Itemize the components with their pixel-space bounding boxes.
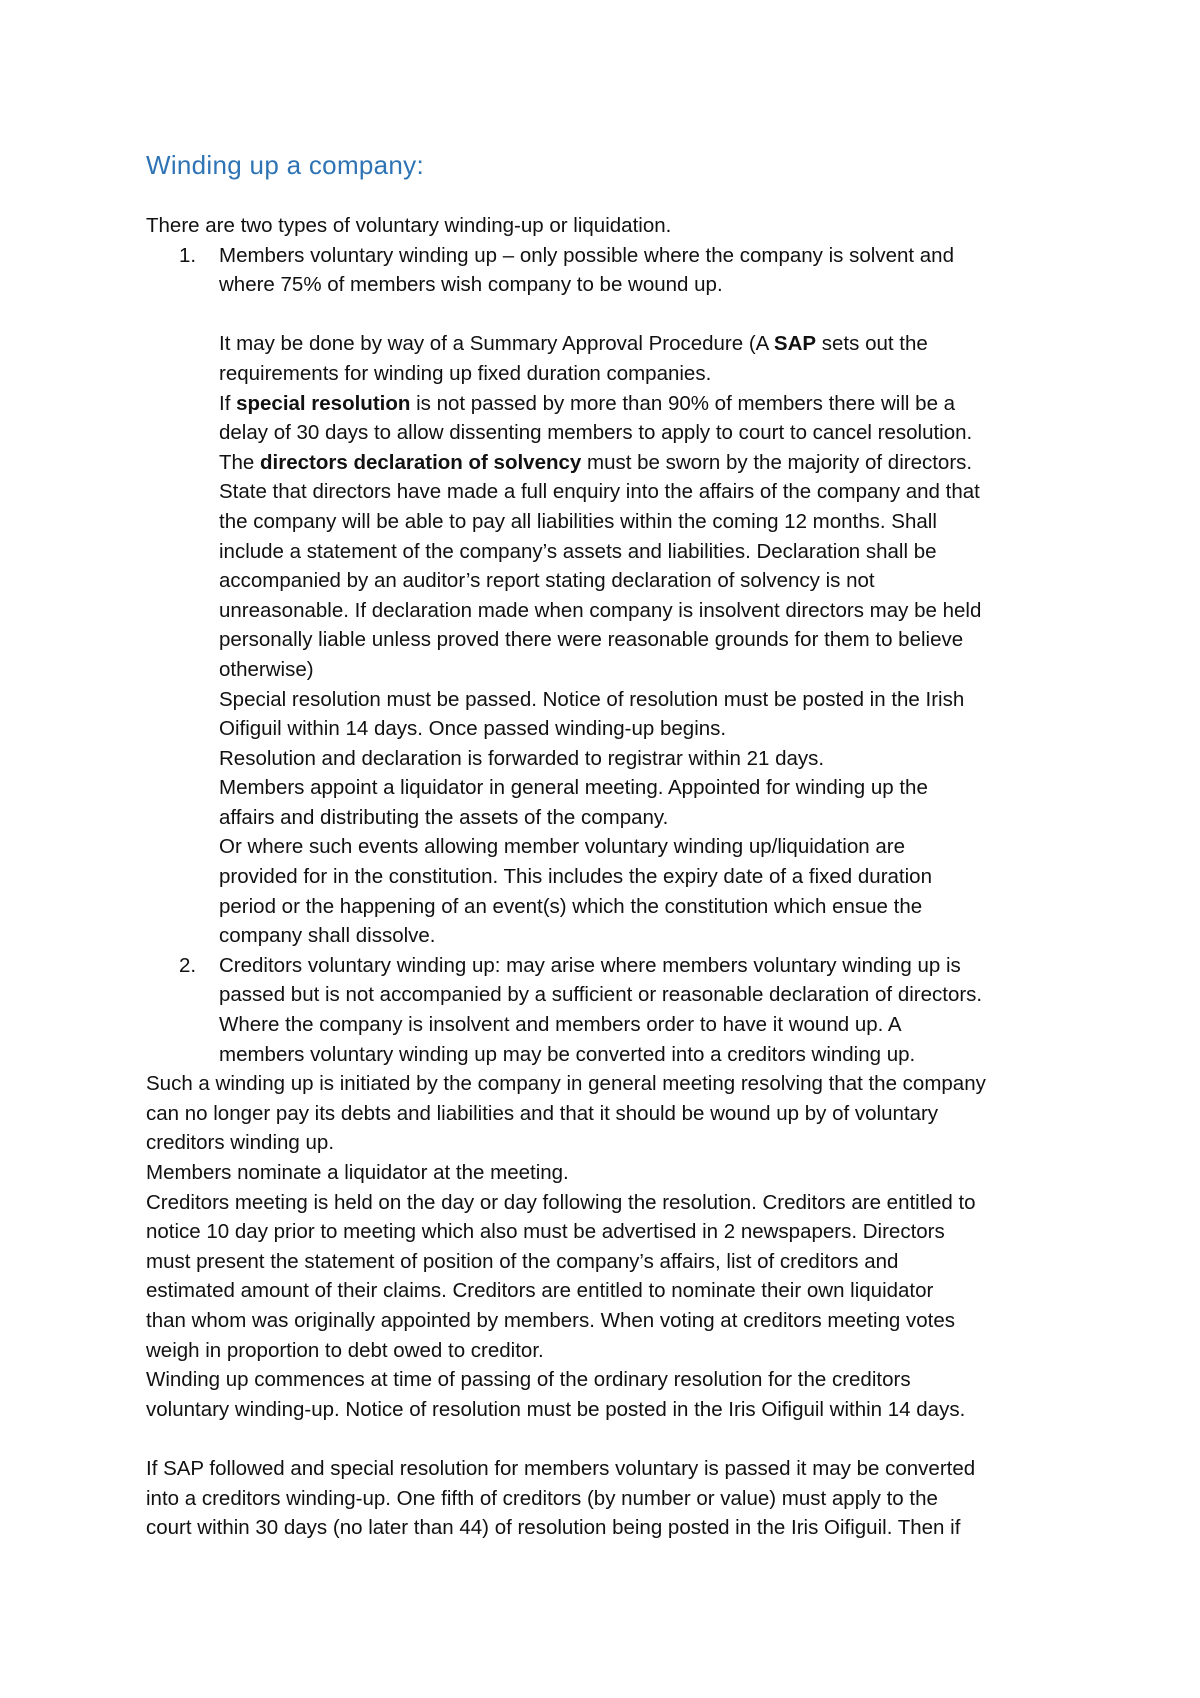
list-item-line: otherwise)	[219, 657, 314, 681]
intro-paragraph: There are two types of voluntary winding-up or liquidation.	[146, 214, 672, 237]
list-item-line: passed but is not accompanied by a sufficient or reasonable declaration of directors.	[219, 983, 983, 1007]
creditors-paragraph	[146, 1069, 1076, 1424]
body-line: weigh in proportion to debt owed to creditor.	[146, 1338, 544, 1362]
list-item-line: accompanied by an auditor’s report stating declaration of solvency is not	[219, 569, 875, 593]
body-line: notice 10 day prior to meeting which also must be advertised in 2 newspapers. Directors	[146, 1220, 945, 1244]
body-line: Members nominate a liquidator at the meeting.	[146, 1161, 569, 1184]
list-item-line: include a statement of the company’s assets and liabilities. Declaration shall be	[219, 539, 937, 563]
list-item-line: provided for in the constitution. This includes the expiry date of a fixed duration	[219, 865, 932, 889]
list-item-line: Special resolution must be passed. Notice of resolution must be posted in the Irish	[219, 687, 965, 711]
list-item-line: requirements for winding up fixed duration companies.	[219, 361, 712, 385]
list-item-line: where 75% of members wish company to be wound up.	[219, 273, 723, 297]
list-item-line: company shall dissolve.	[219, 924, 436, 948]
body-line: than whom was originally appointed by members. When voting at creditors meeting votes	[146, 1308, 956, 1332]
body-line: estimated amount of their claims. Creditors are entitled to nominate their own liquidator	[146, 1279, 934, 1303]
list-number: 2.	[179, 953, 197, 977]
list-item-creditors-voluntary	[146, 951, 1076, 1069]
list-item-line: State that directors have made a full enquiry into the affairs of the company and that	[219, 480, 980, 504]
list-item-line: delay of 30 days to allow dissenting members to apply to court to cancel resolution.	[219, 421, 973, 445]
paragraph-spacer	[146, 1424, 1076, 1454]
sap-conversion-paragraph	[146, 1454, 1076, 1543]
list-item-line: Oifiguil within 14 days. Once passed winding-up begins.	[219, 717, 727, 741]
list-item-line: Or where such events allowing member voluntary winding up/liquidation are	[219, 835, 905, 859]
body-line: into a creditors winding-up. One fifth of creditors (by number or value) must apply to the	[146, 1486, 938, 1510]
list-item-line: It may be done by way of a Summary Approval Procedure (A SAP sets out the	[219, 332, 928, 356]
list-item-line: period or the happening of an event(s) which the constitution which ensue the	[219, 894, 923, 918]
bold-term: SAP	[773, 332, 817, 356]
list-item-line: the company will be able to pay all liabilities within the coming 12 months. Shall	[219, 509, 937, 533]
body-line: Creditors meeting is held on the day or day following the resolution. Creditors are entitled to	[146, 1190, 976, 1214]
document-body	[146, 211, 1076, 1543]
body-line: court within 30 days (no later than 44) of resolution being posted in the Iris Oifiguil. Then if	[146, 1516, 961, 1540]
list-item-line: Members appoint a liquidator in general meeting. Appointed for winding up the	[219, 776, 928, 800]
page-title: Winding up a company:	[146, 150, 425, 180]
body-line: voluntary winding-up. Notice of resolution must be posted in the Iris Oifiguil within 14 days.	[146, 1397, 966, 1421]
body-line: Winding up commences at time of passing of the ordinary resolution for the creditors	[146, 1368, 911, 1392]
list-number: 1.	[179, 243, 197, 267]
body-line: creditors winding up.	[146, 1131, 335, 1155]
list-item-line: Where the company is insolvent and members order to have it wound up. A	[219, 1013, 902, 1037]
list-item-line: unreasonable. If declaration made when company is insolvent directors may be held	[219, 598, 982, 622]
body-line: can no longer pay its debts and liabilities and that it should be wound up by of voluntary	[146, 1101, 939, 1125]
paragraph-spacer	[219, 300, 1076, 330]
list-item-line: If special resolution is not passed by more than 90% of members there will be a	[219, 391, 956, 415]
bold-term: special resolution	[236, 391, 411, 415]
list-item-line: affairs and distributing the assets of the company.	[219, 805, 669, 829]
body-line: If SAP followed and special resolution for members voluntary is passed it may be converted	[146, 1456, 976, 1480]
list-item-members-voluntary	[146, 241, 1076, 951]
body-line: Such a winding up is initiated by the company in general meeting resolving that the company	[146, 1072, 986, 1096]
list-item-line: Resolution and declaration is forwarded to registrar within 21 days.	[219, 746, 825, 770]
list-item-line: The directors declaration of solvency must be sworn by the majority of directors.	[219, 450, 973, 474]
list-item-line: personally liable unless proved there were reasonable grounds for them to believe	[219, 628, 964, 652]
list-item-line: Creditors voluntary winding up: may arise where members voluntary winding up is	[219, 953, 961, 977]
list-item-line: Members voluntary winding up – only possible where the company is solvent and	[219, 243, 954, 267]
list-item-line: members voluntary winding up may be converted into a creditors winding up.	[219, 1042, 916, 1066]
bold-term: directors declaration of solvency	[260, 450, 582, 474]
body-line: must present the statement of position of the company’s affairs, list of creditors and	[146, 1249, 899, 1273]
